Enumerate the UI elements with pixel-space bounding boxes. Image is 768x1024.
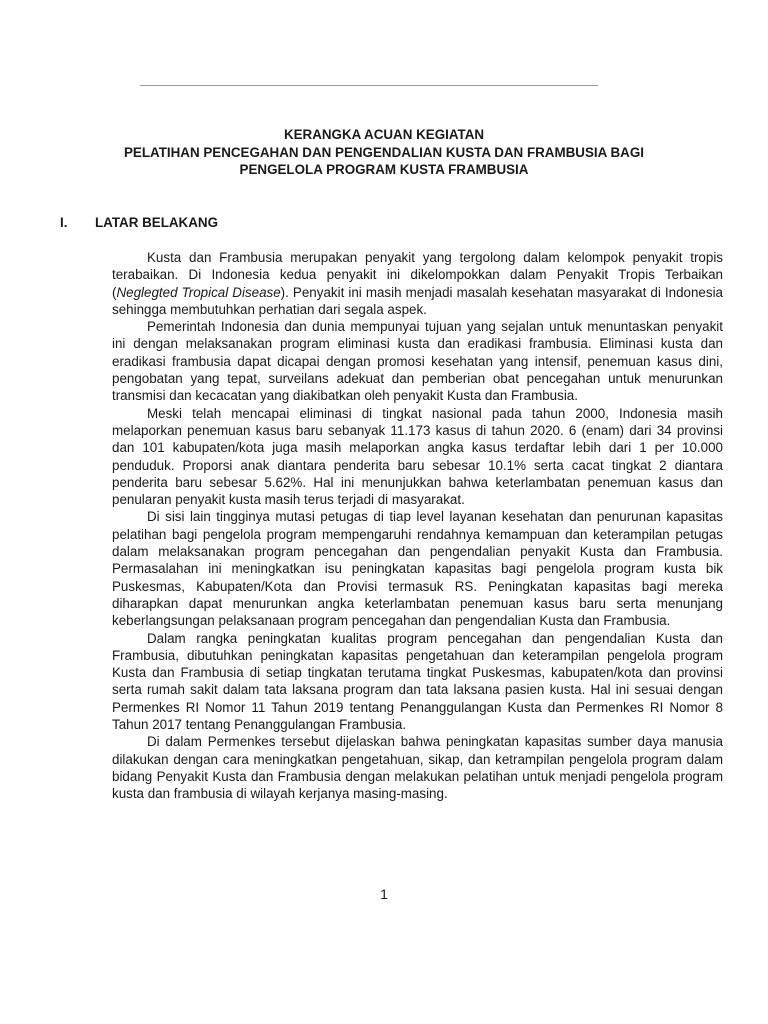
paragraph-5: Dalam rangka peningkatan kualitas program pencegahan dan pengendalian Kusta dan Frambusia, dibutuhkan peningkatan kapasitas pengetahuan dan keterampilan pengelola program Kusta dan Frambusia di setiap tingkatan terutama tingkat Puskesmas, kabupaten/kota dan provinsi serta rumah sakit dalam tata laksana program dan tata laksana pasien kusta. Hal ini sesuai dengan Permenkes RI Nomor 11 Tahun 2019 tentang Penanggulangan Kusta dan Permenkes RI Nomor 8 Tahun 2017 tentang Penanggulangan Frambusia.: [112, 630, 723, 733]
section-number: I.: [60, 215, 68, 230]
document-title: [100, 126, 668, 179]
page-number: 1: [380, 886, 388, 902]
section-title: LATAR BELAKANG: [95, 215, 218, 230]
paragraph-1-italic-term: Neglegted Tropical Disease: [116, 284, 281, 300]
paragraph-6: Di dalam Permenkes tersebut dijelaskan bahwa peningkatan kapasitas sumber daya manusia dilakukan dengan cara meningkatkan pengetahuan, sikap, dan ketrampilan pengelola program dalam bidang Penyakit Kusta dan Frambusia dengan melakukan pelatihan untuk menjadi pengelola program kusta dan frambusia di wilayah kerjanya masing-masing.: [112, 734, 723, 802]
header-divider: [140, 85, 598, 86]
section-body: [112, 249, 723, 803]
paragraph-1-start: Kusta dan Frambusia merupakan penyakit yang tergolong dalam kelompok penyakit tropis terabaikan. Di Indonesia kedua penyakit ini dikelompokkan dalam Penyakit Tropis Terbaikan (: [112, 250, 723, 300]
paragraph-3: Meski telah mencapai eliminasi di tingkat nasional pada tahun 2000, Indonesia masih melaporkan penemuan kasus baru sebanyak 11.173 kasus di tahun 2020. 6 (enam) dari 34 provinsi dan 101 kabupaten/kota juga masih melaporkan angka kasus terdaftar lebih dari 1 per 10.000 penduduk. Proporsi anak diantara penderita baru sebesar 10.1% serta cacat tingkat 2 diantara penderita baru sebesar 5.62%. Hal ini menunjukkan bahwa keterlambatan penemuan kasus dan penularan penyakit kusta masih terus terjadi di masyarakat.: [112, 405, 723, 508]
paragraph-1: [112, 249, 723, 318]
paragraph-1-end: ). Penyakit ini masih menjadi masalah kesehatan masyarakat di Indonesia sehingga membutuhkan perhatian dari segala aspek.: [112, 284, 723, 317]
title-line-1: KERANGKA ACUAN KEGIATAN: [283, 127, 485, 142]
section-heading: [60, 214, 218, 232]
paragraph-2: Pemerintah Indonesia dan dunia mempunyai tujuan yang sejalan untuk menuntaskan penyakit ini dengan melaksanakan program eliminasi kusta dan eradikasi frambusia. Eliminasi kusta dan eradikasi frambusia dapat dicapai dengan promosi kesehatan yang intensif, penemuan kasus dini, pengobatan yang tepat, surveilans adekuat dan pemberian obat pencegahan untuk menurunkan transmisi dan kecacatan yang diakibatkan oleh penyakit Kusta dan Frambusia.: [112, 319, 723, 404]
title-line-3: PENGELOLA PROGRAM KUSTA FRAMBUSIA: [239, 162, 529, 177]
paragraph-4: Di sisi lain tingginya mutasi petugas di tiap level layanan kesehatan dan penurunan kapasitas pelatihan bagi pengelola program mempengaruhi rendahnya kemampuan dan keterampilan petugas dalam melaksanakan program pencegahan dan pengendalian penyakit Kusta dan Frambusia. Permasalahan ini meningkatkan isu peningkatan kapasitas bagi pengelola program kusta bik Puskesmas, Kabupaten/Kota dan Provisi termasuk RS. Peningkatan kapasitas bagi mereka diharapkan dapat menurunkan angka keterlambatan penemuan kasus baru serta menunjang keberlangsungan pelaksanaan program pencegahan dan pengendalian Kusta dan Frambusia.: [112, 509, 723, 629]
title-line-2: PELATIHAN PENCEGAHAN DAN PENGENDALIAN KUSTA DAN FRAMBUSIA BAGI: [123, 144, 644, 160]
